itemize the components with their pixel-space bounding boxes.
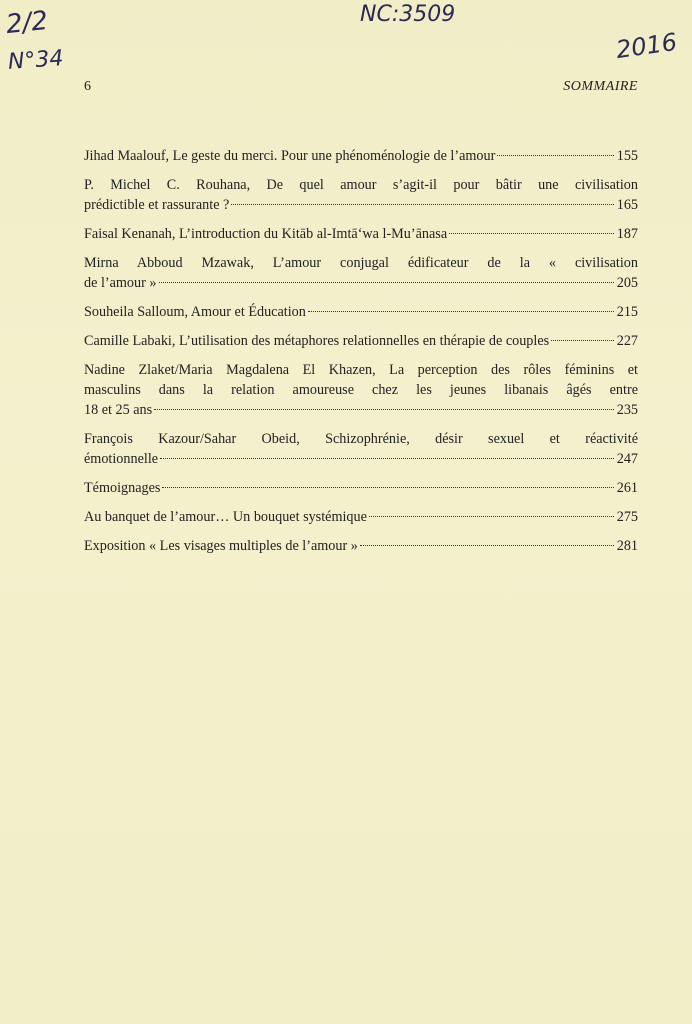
toc-page-number: 235 (616, 402, 638, 418)
toc-entry-text: P. Michel C. Rouhana, De quel amour s’agit-il pour bâtir une civilisation (84, 177, 638, 193)
toc-entry-text: Jihad Maalouf, Le geste du merci. Pour une phénoménologie de l’amour (84, 148, 496, 164)
toc-entry-text: Témoignages (84, 480, 161, 496)
toc-entry-text: Faisal Kenanah, L’introduction du Kitāb al-Imtā‘wa l-Mu’ānasa (84, 226, 448, 242)
toc-entry-line (84, 536, 638, 556)
page-number: 6 (84, 79, 91, 94)
toc-page-number: 275 (616, 509, 638, 525)
dot-leader (360, 545, 614, 546)
toc-page-number: 227 (616, 333, 638, 349)
toc-entry-line (84, 331, 638, 351)
toc-entry-text: prédictible et rassurante ? (84, 197, 230, 213)
handwritten-date: 2/2 (4, 5, 50, 41)
toc-page-number: 215 (616, 304, 638, 320)
toc-page-number: 247 (616, 451, 638, 467)
toc-entry (84, 302, 638, 322)
toc-page-number: 155 (616, 148, 638, 164)
toc-entry-text: émotionnelle (84, 451, 159, 467)
toc-entry-text: Au banquet de l’amour… Un bouquet systémique (84, 509, 367, 525)
toc-entry-line (84, 224, 638, 244)
dot-leader (449, 233, 614, 234)
dot-leader (497, 155, 614, 156)
toc-page-number: 261 (616, 480, 638, 496)
dot-leader (159, 282, 615, 283)
toc-entry (84, 429, 638, 469)
toc-entry (84, 224, 638, 244)
toc-entry-line (84, 195, 638, 215)
dot-leader (231, 204, 614, 205)
section-title: SOMMAIRE (563, 79, 638, 94)
toc-entry (84, 175, 638, 215)
toc-entry (84, 536, 638, 556)
toc-entry-line (84, 478, 638, 498)
toc-entry-text: Nadine Zlaket/Maria Magdalena El Khazen, La perception des rôles féminins et (84, 362, 638, 378)
toc-entry (84, 478, 638, 498)
toc-entry-text: masculins dans la relation amoureuse chez les jeunes libanais âgés entre (84, 382, 638, 398)
handwritten-reference: NC:3509 (360, 2, 456, 27)
toc-entry-line (84, 273, 638, 293)
toc-entry (84, 331, 638, 351)
toc-page-number: 205 (616, 275, 638, 291)
toc-entry-text: François Kazour/Sahar Obeid, Schizophrénie, désir sexuel et réactivité (84, 431, 638, 447)
dot-leader (308, 311, 614, 312)
toc-entry (84, 507, 638, 527)
toc-entry-text: Mirna Abboud Mzawak, L’amour conjugal édificateur de la « civilisation (84, 255, 638, 271)
toc-entry-text: Exposition « Les visages multiples de l’amour » (84, 538, 358, 554)
dot-leader (154, 409, 614, 410)
toc-entry-text: 18 et 25 ans (84, 402, 153, 418)
toc-entry-line (84, 146, 638, 166)
dot-leader (162, 487, 614, 488)
toc-page-number: 187 (616, 226, 638, 242)
toc-page-number: 281 (616, 538, 638, 554)
toc-entry-line (84, 302, 638, 322)
toc-page-number: 165 (616, 197, 638, 213)
toc-entry (84, 360, 638, 420)
toc-entry-line (84, 400, 638, 420)
toc-entry-line (84, 507, 638, 527)
dot-leader (551, 340, 614, 341)
toc-entry-text: Souheila Salloum, Amour et Éducation (84, 304, 306, 320)
dot-leader (369, 516, 614, 517)
dot-leader (160, 458, 614, 459)
toc-entry-text: de l’amour » (84, 275, 157, 291)
toc-entry-text: Camille Labaki, L’utilisation des métaphores relationnelles en thérapie de couples (84, 333, 550, 349)
toc-entry (84, 146, 638, 166)
toc-entry (84, 253, 638, 293)
toc-entry-line (84, 449, 638, 469)
handwritten-number: N°34 (7, 46, 65, 75)
table-of-contents (84, 146, 638, 565)
handwritten-year: 2016 (614, 27, 679, 65)
